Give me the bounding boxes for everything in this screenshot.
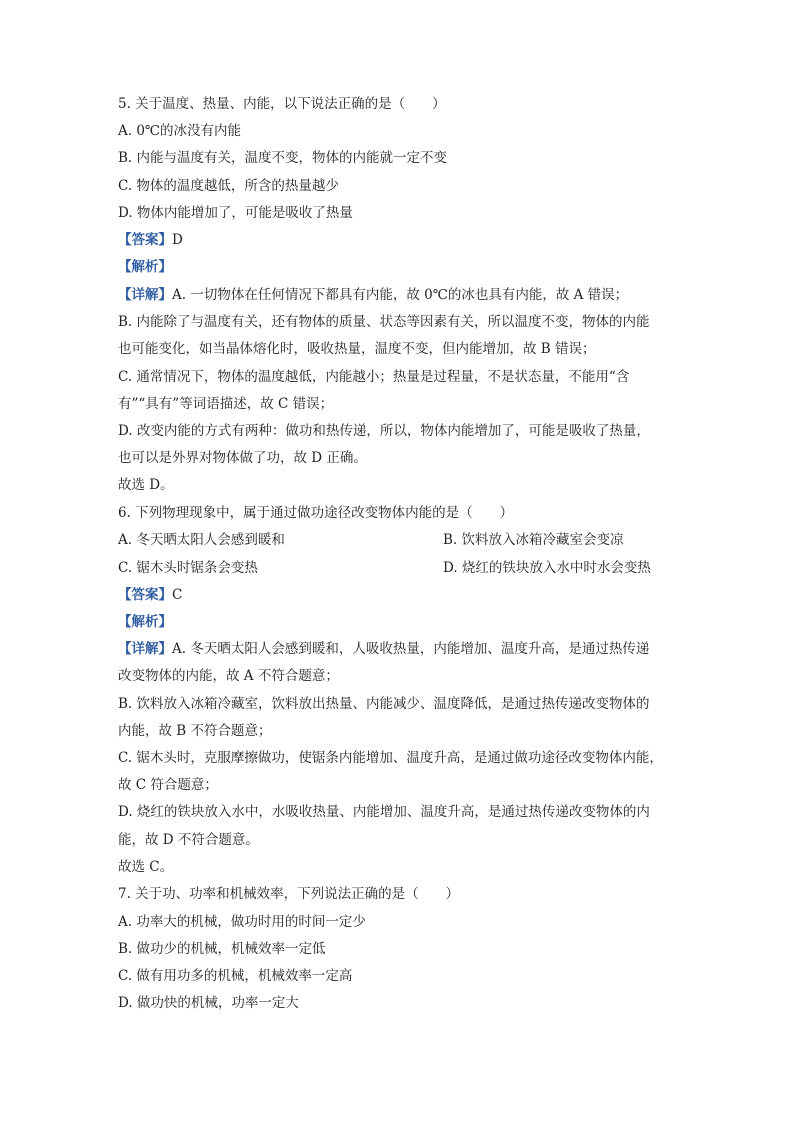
q5-analysis-tag: 【解析】 (118, 259, 172, 275)
q5-option-a: A. 0℃的冰没有内能 (118, 123, 242, 139)
q6-answer-row (118, 585, 182, 605)
q5-stem: 5. 关于温度、热量、内能，以下说法正确的是（ ） (118, 96, 446, 112)
q6-option-c: C. 锯木头时锯条会变热 (118, 560, 258, 576)
q7-option-a: A. 功率大的机械，做功时用的时间一定少 (118, 914, 366, 930)
q6-detail-line: D. 烧红的铁块放入水中，水吸收热量、内能增加、温度升高，是通过热传递改变物体的内 (118, 804, 650, 820)
q6-detail-line: 故 C 符合题意； (118, 777, 218, 793)
q7-option-b: B. 做功少的机械，机械效率一定低 (118, 941, 326, 957)
q7-stem: 7. 关于功、功率和机械效率，下列说法正确的是（ ） (118, 886, 460, 902)
answer-tag: 【答案】 (118, 587, 172, 603)
q6-detail-line: A. 冬天晒太阳人会感到暖和，人吸收热量，内能增加、温度升高，是通过热传递 (172, 641, 650, 657)
q6-stem: 6. 下列物理现象中，属于通过做功途径改变物体内能的是（ ） (118, 505, 514, 521)
q5-detail-line: C. 通常情况下，物体的温度越低，内能越小；热量是过程量，不是状态量，不能用“含 (118, 369, 630, 385)
detail-tag: 【详解】 (118, 287, 172, 303)
q6-detail-line: 改变物体的内能，故 A 不符合题意； (118, 668, 339, 684)
q5-answer: D (172, 232, 183, 248)
q5-option-c: C. 物体的温度越低，所含的热量越少 (118, 178, 339, 194)
q5-answer-row (118, 230, 183, 250)
q6-option-a: A. 冬天晒太阳人会感到暖和 (118, 532, 285, 548)
q5-conclusion: 故选 D。 (118, 477, 174, 493)
q6-detail-line: 内能，故 B 不符合题意； (118, 723, 272, 739)
q5-option-b: B. 内能与温度有关，温度不变，物体的内能就一定不变 (118, 150, 448, 166)
q6-option-d: D. 烧红的铁块放入水中时水会变热 (443, 560, 651, 576)
q5-detail-line: A. 一切物体在任何情况下都具有内能，故 0℃的冰也具有内能，故 A 错误； (172, 287, 629, 303)
q5-detail-line: 也可能变化，如当晶体熔化时，吸收热量，温度不变，但内能增加，故 B 错误； (118, 341, 596, 357)
q5-detail-line: 有”“具有”等词语描述，故 C 错误； (118, 396, 334, 412)
q6-detail-row (118, 639, 649, 659)
q6-detail-line: C. 锯木头时，克服摩擦做功，使锯条内能增加、温度升高，是通过做功途径改变物体内能， (118, 750, 663, 766)
q6-answer: C (172, 587, 183, 603)
q6-analysis-tag: 【解析】 (118, 614, 172, 630)
q7-option-c: C. 做有用功多的机械，机械效率一定高 (118, 968, 353, 984)
q7-option-d: D. 做功快的机械，功率一定大 (118, 995, 299, 1011)
q6-detail-line: 能，故 D 不符合题意。 (118, 832, 259, 848)
q6-option-b: B. 饮料放入冰箱冷藏室会变凉 (443, 532, 624, 548)
q5-detail-line: B. 内能除了与温度有关，还有物体的质量、状态等因素有关，所以温度不变，物体的内能 (118, 314, 650, 330)
q5-option-d: D. 物体内能增加了，可能是吸收了热量 (118, 205, 353, 221)
q5-detail-line: D. 改变内能的方式有两种：做功和热传递，所以，物体内能增加了，可能是吸收了热量， (118, 423, 650, 439)
detail-tag: 【详解】 (118, 641, 172, 657)
q5-detail-line: 也可以是外界对物体做了功，故 D 正确。 (118, 450, 367, 466)
q6-conclusion: 故选 C。 (118, 859, 174, 875)
q6-detail-line: B. 饮料放入冰箱冷藏室，饮料放出热量、内能减少、温度降低，是通过热传递改变物体的 (118, 696, 650, 712)
answer-tag: 【答案】 (118, 232, 172, 248)
q5-detail-row (118, 285, 628, 305)
